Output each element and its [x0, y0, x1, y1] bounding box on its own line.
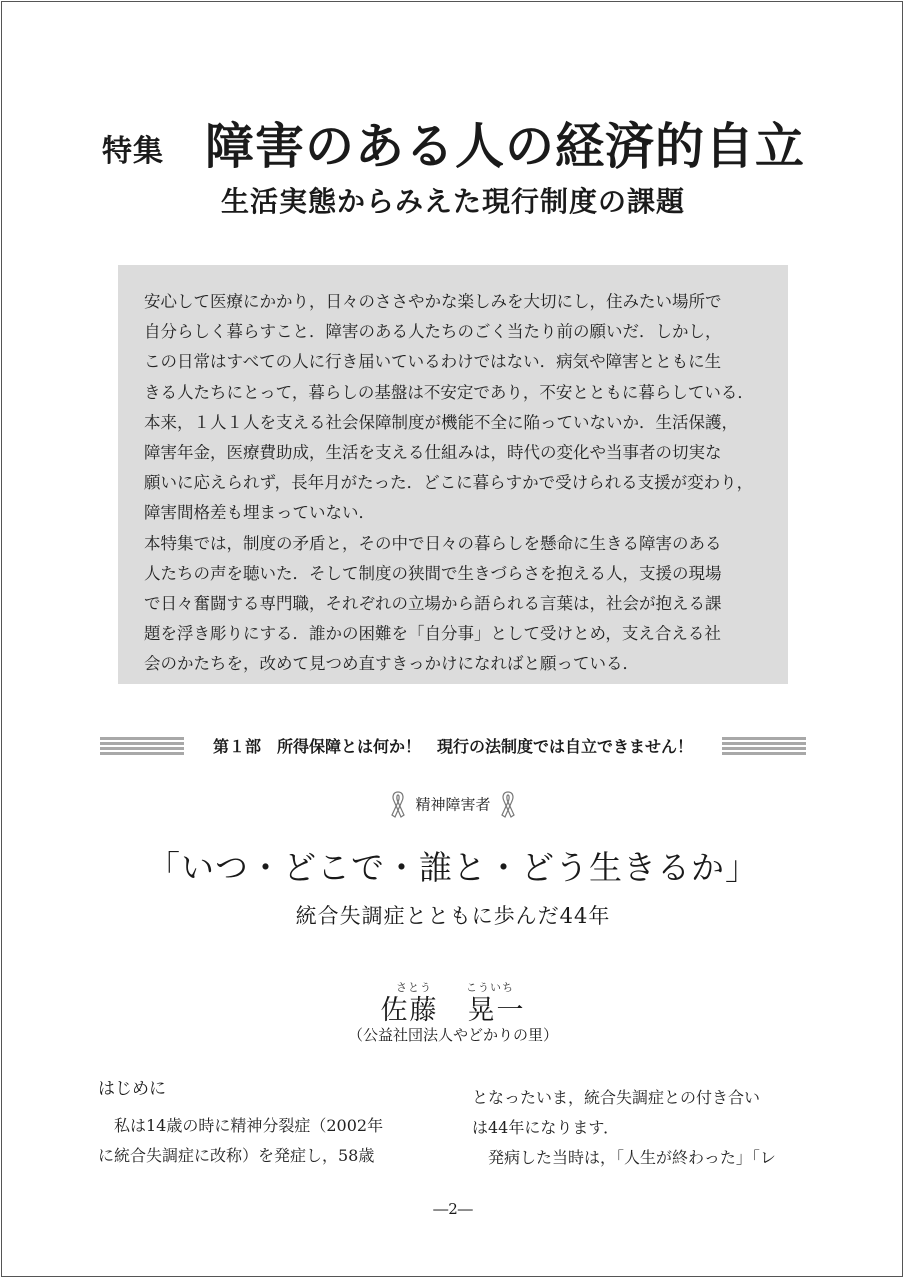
left-stripe-divider [100, 737, 184, 757]
body-column-right [472, 1083, 776, 1173]
body-column-left [98, 1111, 383, 1171]
page-number: ―2― [433, 1200, 473, 1218]
lead-line: 願いに応えられず，長年月がたった．どこに暮らすかで受けられる支援が変わり， [144, 473, 754, 493]
title-row [0, 108, 906, 178]
lead-line: 本特集では，制度の矛盾と，その中で日々の暮らしを懸命に生きる障害のある [144, 533, 722, 553]
lead-line: 自分らしく暮らすこと．障害のある人たちのごく当たり前の願いだ．しかし， [144, 322, 722, 342]
author-ruby-given-name: こういち [466, 981, 514, 994]
lead-line: きる人たちにとって，暮らしの基盤は不安定であり，不安とともに暮らしている． [144, 382, 754, 402]
part-heading: 第１部 所得保障とは何か！ 現行の法制度では自立できません！ [212, 737, 693, 756]
lead-line: 題を浮き彫りにする．誰かの困難を「自分事」として受けとめ，支え合える社 [144, 624, 721, 644]
article-title: 「いつ・どこで・誰と・どう生きるか」 [147, 848, 759, 887]
lead-line: で日々奮闘する専門職，それぞれの立場から語られる言葉は，社会が抱える課 [144, 594, 722, 614]
ribbon-icon [499, 790, 517, 820]
lead-line: この日常はすべての人に行き届いているわけではない．病気や障害とともに生 [144, 352, 722, 372]
body-line: は44年になります． [472, 1118, 620, 1137]
body-line: に統合失調症に改称）を発症し，58歳 [98, 1146, 375, 1165]
category-label: 精神障害者 [415, 795, 491, 814]
lead-line: 安心して医療にかかり，日々のささやかな楽しみを大切にし，住みたい場所で [144, 292, 722, 311]
body-line: 私は14歳の時に精神分裂症（2002年 [98, 1116, 384, 1135]
body-line: 発病した当時は，「人生が終わった」「レ [472, 1148, 776, 1167]
lead-line: 障害間格差も埋まっていない． [144, 503, 375, 523]
lead-line: 人たちの声を聴いた．そして制度の狭間で生きづらさを抱える人，支援の現場 [144, 563, 722, 583]
right-stripe-divider [722, 737, 806, 757]
author-name: 佐藤 晃一 [380, 995, 526, 1026]
lead-line: 会のかたちを，改めて見つめ直すきっかけになればと願っている． [144, 654, 639, 674]
lead-box [118, 265, 788, 684]
part-heading-bar [100, 733, 806, 761]
lead-line: 本来，１人１人を支える社会保障制度が機能不全に陥っていないか．生活保護， [144, 412, 738, 432]
author-affiliation: （公益社団法人やどかりの里） [347, 1026, 558, 1044]
section-heading: はじめに [98, 1079, 166, 1099]
ribbon-icon [389, 790, 407, 820]
author-ruby-surname: さとう [396, 981, 432, 994]
page-subtitle: 生活実態からみえた現行制度の課題 [220, 185, 685, 218]
feature-label: 特集 [102, 134, 164, 169]
page-title: 障害のある人の経済的自立 [205, 118, 806, 175]
body-line: となったいま，統合失調症との付き合い [472, 1088, 761, 1107]
category-label-row [0, 788, 906, 820]
lead-line: 障害年金，医療費助成，生活を支える仕組みは，時代の変化や当事者の切実な [144, 443, 722, 463]
article-subtitle: 統合失調症とともに歩んだ44年 [295, 904, 611, 928]
